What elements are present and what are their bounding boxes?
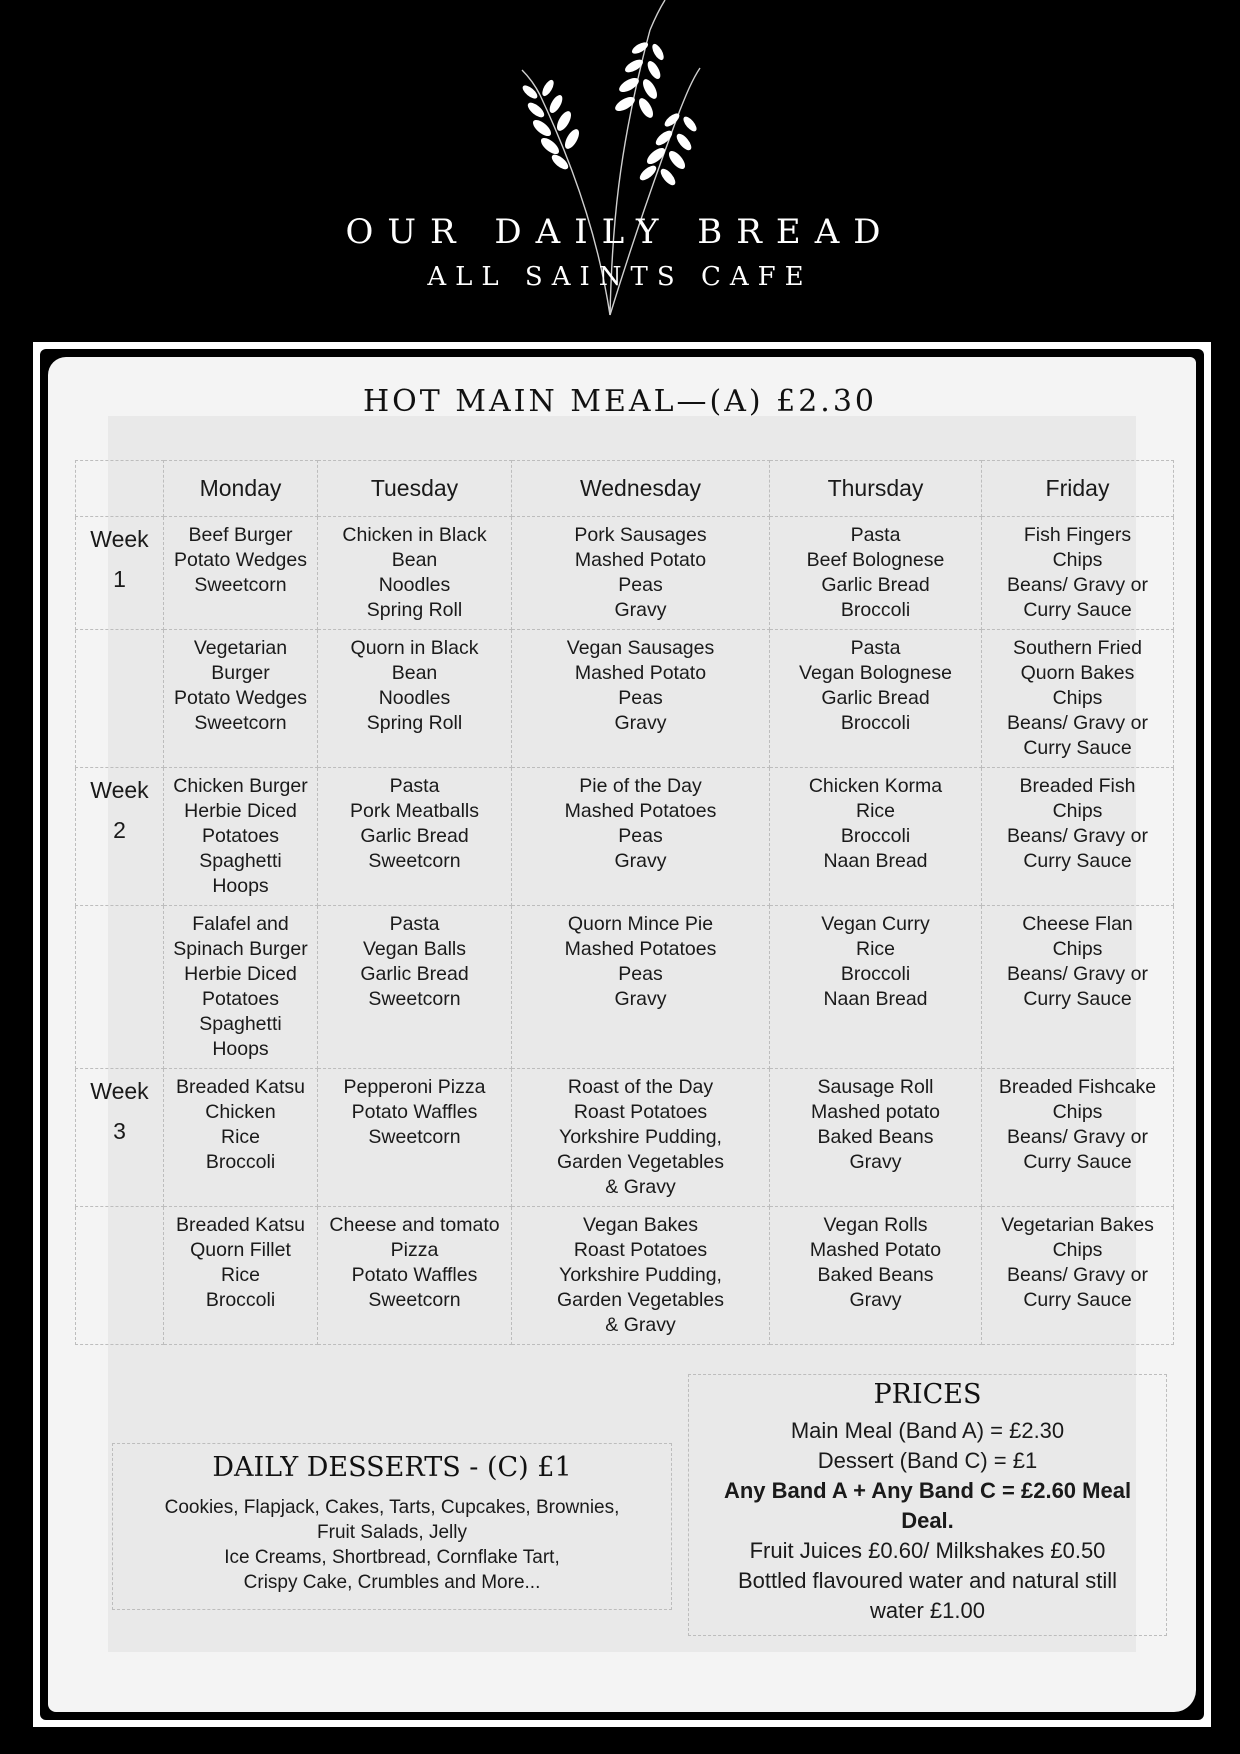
dish-line: Fish Fingers [1023,524,1132,546]
menu-cell [770,1069,982,1207]
dish-line: Roast Potatoes [573,1101,708,1123]
dish-line: Chips [1052,549,1103,571]
dish-line: Naan Bread [823,850,928,872]
menu-cell [512,630,770,768]
dish-line: Curry Sauce [1023,599,1132,621]
menu-row [76,517,1174,630]
dish-line: Baked Beans [817,1264,934,1286]
menu-row [76,1069,1174,1207]
dish-line: Naan Bread [823,988,928,1010]
week-label: Week 1 [76,517,164,630]
dish-line: Curry Sauce [1023,1151,1132,1173]
menu-cell [982,1207,1174,1345]
dish-line: Chicken [205,1101,276,1123]
dish-line: Broccoli [205,1289,276,1311]
menu-cell [318,630,512,768]
week-label [76,1207,164,1345]
dish-line: Sausage Roll [817,1076,934,1098]
dessert-line: Fruit Salads, Jelly [317,1522,467,1543]
dish-line: Sweetcorn [194,574,287,596]
menu-cell [770,768,982,906]
dish-line: Beans/ Gravy or [1007,1264,1148,1286]
menu-cell [770,1207,982,1345]
menu-cell [164,517,318,630]
menu-title: HOT MAIN MEAL—(A) £2.30 [362,384,878,419]
dish-line: Quorn Bakes [1020,662,1135,684]
day-header: Friday [982,461,1174,517]
dish-line: Spring Roll [366,599,463,621]
menu-cell [318,768,512,906]
dish-line: Gravy [614,712,667,734]
dish-line: Potato Wedges [174,549,307,571]
dish-line: Beans/ Gravy or [1007,1126,1148,1148]
desserts-list [113,1495,671,1595]
brand-title: OUR DAILY BREAD [345,212,895,252]
dish-line: Broccoli [840,825,911,847]
dish-line: Peas [618,825,663,847]
dish-line: Potato Waffles [351,1101,478,1123]
dish-line: Beef Bolognese [806,549,945,571]
dessert-line: Crispy Cake, Crumbles and More... [243,1572,541,1593]
dish-line: Yorkshire Pudding, [559,1126,722,1148]
dish-line: Gravy [614,988,667,1010]
dish-line: Cheese Flan [1022,913,1133,935]
dish-line: Broccoli [840,712,911,734]
dish-line: Bean [391,662,438,684]
price-water: Bottled flavoured water and natural still [737,1568,1118,1593]
menu-row [76,630,1174,768]
dish-line: Curry Sauce [1023,737,1132,759]
dish-line: Garden Vegetables [557,1151,724,1173]
dish-line: Pepperoni Pizza [343,1076,486,1098]
header [0,0,1240,340]
dish-line: Gravy [614,850,667,872]
dish-line: Broccoli [840,599,911,621]
price-main-meal: Main Meal (Band A) = £2.30 [790,1418,1065,1443]
dish-line: Sweetcorn [368,1126,461,1148]
dish-line: Pork Sausages [574,524,707,546]
dish-line: Curry Sauce [1023,1289,1132,1311]
week-label [76,906,164,1069]
menu-cell [982,630,1174,768]
dish-line: Mashed Potato [574,662,707,684]
dish-line: Beans/ Gravy or [1007,825,1148,847]
prices-title: PRICES [873,1379,982,1410]
dish-line: Peas [618,963,663,985]
dish-line: Breaded Fishcake [998,1076,1157,1098]
dish-line: Garlic Bread [821,687,930,709]
dish-line: Vegan Bakes [583,1214,698,1236]
menu-cell [512,517,770,630]
dish-line: Vegetarian Bakes [1001,1214,1154,1236]
dish-line: Mashed potato [810,1101,940,1123]
dish-line: Yorkshire Pudding, [559,1264,722,1286]
desserts-box [112,1443,672,1610]
dish-line: Beans/ Gravy or [1007,963,1148,985]
dish-line: & Gravy [605,1314,676,1336]
dish-line: Sweetcorn [368,850,461,872]
dish-line: Rice [855,800,895,822]
dish-line: Vegan Sausages [566,637,715,659]
dish-line: Chips [1052,1239,1103,1261]
dish-line: Chips [1052,1101,1103,1123]
menu-cell [318,1207,512,1345]
menu-cell [982,906,1174,1069]
dish-line: Roast Potatoes [573,1239,708,1261]
dish-line: Herbie Diced [184,963,297,985]
dish-line: Garlic Bread [360,963,469,985]
dish-line: Mashed Potatoes [564,800,717,822]
week-label [76,630,164,768]
dish-line: Pasta [389,913,440,935]
dish-line: Falafel and [192,913,289,935]
week-label: Week 3 [76,1069,164,1207]
dish-line: Breaded Katsu [175,1076,305,1098]
dish-line: Gravy [849,1151,902,1173]
menu-header-row [76,461,1174,517]
dish-line: Pasta [850,637,901,659]
dish-line: Beef Burger [188,524,293,546]
dish-line: Spring Roll [366,712,463,734]
dish-line: Vegan Curry [821,913,930,935]
dish-line: Gravy [849,1289,902,1311]
day-header: Tuesday [318,461,512,517]
dish-line: Chicken Korma [808,775,943,797]
dish-line: Chicken Burger [173,775,308,797]
dish-line: Pasta [850,524,901,546]
dish-line: Spinach Burger [173,938,308,960]
prices-list [689,1416,1166,1626]
dish-line: Beans/ Gravy or [1007,712,1148,734]
dish-line: Vegan Bolognese [799,662,952,684]
dish-line: Sweetcorn [368,1289,461,1311]
dish-line: Rice [855,938,895,960]
menu-cell [770,906,982,1069]
dish-line: Garden Vegetables [557,1289,724,1311]
dish-line: Gravy [614,599,667,621]
menu-cell [512,1207,770,1345]
dish-line: Peas [618,687,663,709]
dessert-line: Cookies, Flapjack, Cakes, Tarts, Cupcakes, Brownies, [164,1497,620,1518]
dessert-line: Ice Creams, Shortbread, Cornflake Tart, [224,1547,560,1568]
dish-line: Rice [220,1264,260,1286]
dish-line: Vegetarian [193,637,288,659]
menu-row [76,906,1174,1069]
dish-line: Herbie Diced [184,800,297,822]
menu-cell [318,906,512,1069]
dish-line: Vegan Rolls [823,1214,928,1236]
menu-row [76,768,1174,906]
dish-line: Pie of the Day [579,775,702,797]
dish-line: Chips [1052,800,1103,822]
menu-cell [318,517,512,630]
dish-line: Breaded Fish [1019,775,1136,797]
brand-subtitle: ALL SAINTS CAFE [427,262,813,292]
dish-line: Breaded Katsu [175,1214,305,1236]
dish-line: Spaghetti [199,1013,282,1035]
menu-cell [164,1207,318,1345]
menu-cell [164,768,318,906]
day-header: Thursday [770,461,982,517]
dish-line: Sweetcorn [194,712,287,734]
dish-line: Burger [211,662,270,684]
dish-line: Noodles [378,574,451,596]
dish-line: Garlic Bread [360,825,469,847]
menu-row [76,1207,1174,1345]
menu-cell [512,906,770,1069]
dish-line: Curry Sauce [1023,988,1132,1010]
dish-line: Mashed Potatoes [564,938,717,960]
dish-line: Pasta [389,775,440,797]
dish-line: Pork Meatballs [350,800,479,822]
dish-line: Potato Waffles [351,1264,478,1286]
price-meal-deal: Any Band A + Any Band C = £2.60 Meal [723,1478,1132,1503]
menu-cell [982,768,1174,906]
dish-line: Chicken in Black [342,524,487,546]
dish-line: Noodles [378,687,451,709]
menu-cell [770,630,982,768]
menu-cell [164,630,318,768]
price-drinks: Fruit Juices £0.60/ Milkshakes £0.50 [749,1538,1106,1563]
dish-line: Mashed Potato [809,1239,942,1261]
dish-line: Quorn Mince Pie [567,913,714,935]
dish-line: Southern Fried [1013,637,1142,659]
dish-line: Peas [618,574,663,596]
menu-cell [164,906,318,1069]
dish-line: Potato Wedges [174,687,307,709]
dish-line: Roast of the Day [567,1076,714,1098]
dish-line: Vegan Balls [363,938,466,960]
corner-cell [76,461,164,517]
dish-line: Garlic Bread [821,574,930,596]
dish-line: Sweetcorn [368,988,461,1010]
dish-line: Chips [1052,938,1103,960]
day-header: Wednesday [512,461,770,517]
dish-line: Hoops [212,875,269,897]
dish-line: Mashed Potato [574,549,707,571]
dish-line: Spaghetti [199,850,282,872]
dish-line: Curry Sauce [1023,850,1132,872]
price-water-cont: water £1.00 [870,1598,985,1623]
dish-line: & Gravy [605,1176,676,1198]
week-label: Week 2 [76,768,164,906]
menu-cell [318,1069,512,1207]
dish-line: Quorn in Black [350,637,479,659]
dish-line: Quorn Fillet [190,1239,291,1261]
menu-cell [982,517,1174,630]
dish-line: Broccoli [205,1151,276,1173]
dish-line: Potatoes [202,825,279,847]
dish-line: Bean [391,549,438,571]
dish-line: Chips [1052,687,1103,709]
desserts-title: DAILY DESSERTS - (C) £1 [212,1452,572,1483]
prices-box [688,1374,1167,1636]
dish-line: Hoops [212,1038,269,1060]
dish-line: Broccoli [840,963,911,985]
menu-table [75,460,1174,1345]
price-dessert: Dessert (Band C) = £1 [817,1448,1038,1473]
dish-line: Rice [220,1126,260,1148]
menu-cell [512,1069,770,1207]
dish-line: Beans/ Gravy or [1007,574,1148,596]
price-meal-deal-cont: Deal. [901,1508,954,1533]
dish-line: Pizza [390,1239,439,1261]
menu-cell [512,768,770,906]
dish-line: Baked Beans [817,1126,934,1148]
dish-line: Potatoes [202,988,279,1010]
day-header: Monday [164,461,318,517]
menu-cell [164,1069,318,1207]
menu-cell [770,517,982,630]
dish-line: Cheese and tomato [329,1214,500,1236]
menu-cell [982,1069,1174,1207]
